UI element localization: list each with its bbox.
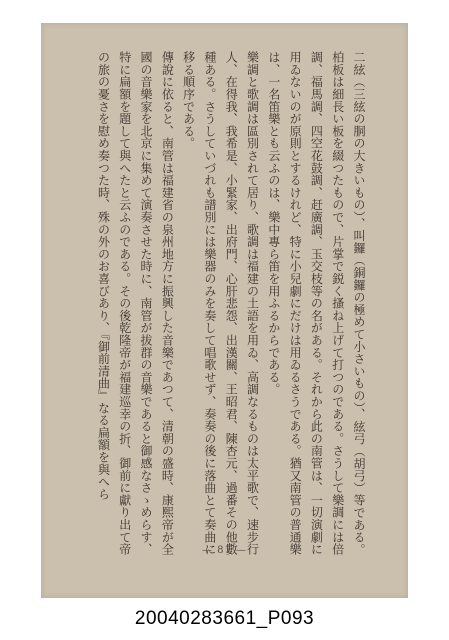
scanned-page bbox=[41, 23, 408, 598]
paragraph-3: 傳說に依ると、南管は福建省の泉州地方に振興した音樂であつて、清朝の盛時、康熙帝が全國の音樂家を北京に集めて演奏させた時に、南管が拔群の音樂であると御感なさゝめらす、特に扁額を題して與へたと云ふのである。その後乾隆帝が福建巡幸の折、御前に獻り出て帝の旅の憂さを慰め奏つた時、殊の外のお喜びあり、『御前清曲』なる扁額を與へら bbox=[96, 51, 175, 556]
paragraph-2: 樂調と歌調は區別されて居り、歌調は福建の土語を用ゐ、高調なるものは太平歌で、速步行人、在得我、我希是、小緊家、出府門、心肝悲怨、出漢關、王昭君、陳杏元、過番その他數種ある。さうしていづれも譜別には樂器のみを奏して唱歌せず、奏奏の後に落曲とて奏曲に移る順序である。 bbox=[181, 51, 260, 556]
paragraph-1: 二絃（三絃の胴の大きいもの）、叫鑼（銅鑼の極めて小さいもの）、絃弓（胡弓）等である。柏板は細長い板を綴つたもので、片掌で鋭く搔ね上げて打つのである。さうして樂調には倍調、福馬調、四空花鼓調、赶廣調、玉交枝等の名がある。それから此の南管は、一切演劇に用ゐないのが原則とするけれど、特に小兒劇にだけは用ゐるさうである。猶又南管の普通樂は、一名笛樂とも云ふのは、樂中專ら笛を用ふるからである。 bbox=[266, 51, 366, 556]
body-text bbox=[94, 51, 369, 566]
image-caption: 20040283661_P093 bbox=[134, 608, 315, 629]
page-number: — 81 — bbox=[201, 545, 248, 556]
